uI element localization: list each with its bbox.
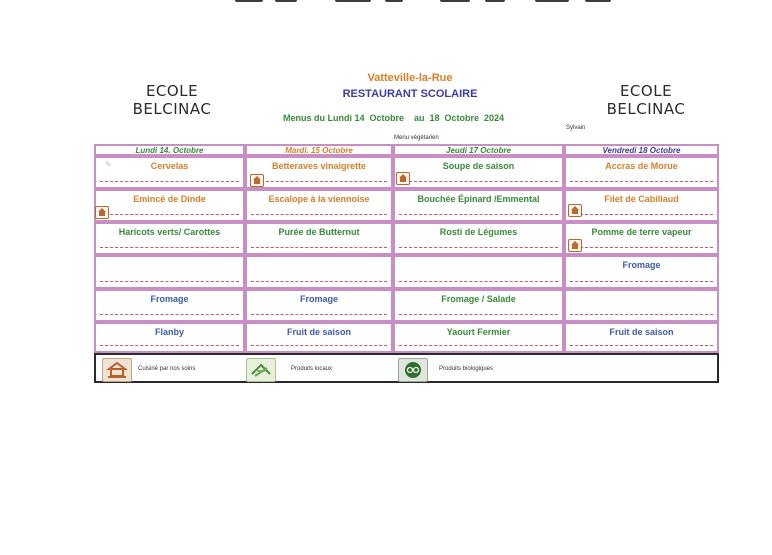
menu-cell: [564, 222, 719, 255]
menu-cell: [393, 255, 564, 289]
faded-stamp-icon: ✎: [105, 160, 112, 169]
legend-label: Cuisiné par nos soins: [138, 366, 196, 372]
dish-name: Fromage: [299, 294, 338, 304]
local-products-icon-graphic: [247, 359, 275, 381]
house-icon: [95, 206, 109, 219]
dish-name: Emincé de Dinde: [133, 194, 206, 204]
dish-name: Purée de Butternut: [278, 227, 360, 237]
dish-name: Betteraves vinaigrette: [271, 161, 367, 171]
menu-cell: [94, 189, 245, 222]
house-icon: [568, 239, 582, 252]
menu-cell: [393, 289, 564, 322]
dish-name: Bouchée Épinard /Emmental: [417, 194, 540, 204]
dish-name: Cervelas: [150, 161, 189, 171]
day-header: [393, 144, 564, 156]
dish-name: Fruit de saison: [609, 327, 674, 337]
organic-products-icon-graphic: [399, 359, 427, 381]
menu-cell: [564, 322, 719, 353]
day-label: Lundi 14. Octobre: [135, 146, 204, 155]
menu-cell: [564, 189, 719, 222]
menu-cell: [564, 255, 719, 289]
house-icon: [102, 358, 132, 382]
legend-label: Produits locaux: [291, 366, 333, 372]
dish-name: Rosti de Légumes: [439, 227, 518, 237]
dish-name: Soupe de saison: [442, 161, 515, 171]
day-header: [245, 144, 393, 156]
menu-cell: [94, 222, 245, 255]
dish-name: Escalope à la viennoise: [268, 194, 370, 204]
house-icon: [396, 172, 410, 185]
cropped-title-marks: [235, 0, 615, 4]
day-label: Mardi. 15 Octobre: [285, 146, 353, 155]
signature-note: Sylvain: [566, 125, 586, 131]
menu-cell: [94, 255, 245, 289]
school-name-right: [606, 82, 686, 118]
menu-cell: [393, 156, 564, 189]
school-name-left: [132, 82, 212, 118]
dish-name: Pomme de terre vapeur: [591, 227, 692, 237]
menu-cell: [393, 222, 564, 255]
organic-products-icon: [398, 358, 428, 382]
menu-cell: [94, 156, 245, 189]
menu-cell: [245, 289, 393, 322]
house-icon: [250, 174, 264, 187]
school-line: ECOLE: [619, 82, 673, 100]
menu-cell: [245, 322, 393, 353]
dish-name: Filet de Cabillaud: [604, 194, 679, 204]
menu-cell: [94, 322, 245, 353]
town-name: Vatteville-la-Rue: [367, 72, 453, 84]
dish-name: Fromage / Salade: [441, 294, 516, 304]
day-header: [94, 144, 245, 156]
dish-name: Fromage: [622, 260, 661, 270]
dish-name: Fruit de saison: [286, 327, 351, 337]
menu-cell: [564, 156, 719, 189]
vegetarian-note: Menu végétarien: [394, 135, 439, 141]
menu-dates: Menus du Lundi 14 Octobre au 18 Octobre 2024: [283, 113, 505, 123]
house-icon-graphic: [103, 359, 131, 381]
menu-cell: [245, 189, 393, 222]
dish-name: Accras de Morue: [605, 161, 678, 171]
restaurant-title: RESTAURANT SCOLAIRE: [342, 88, 478, 100]
legend-bar: [94, 353, 719, 383]
menu-cell: [245, 156, 393, 189]
day-header: [564, 144, 719, 156]
dish-name: Fromage: [150, 294, 189, 304]
house-icon: [568, 204, 582, 217]
menu-cell: [393, 189, 564, 222]
day-label: Vendredi 18 Octobre: [602, 146, 681, 155]
school-line: BELCINAC: [132, 100, 212, 118]
legend-label: Produits biologiques: [439, 366, 494, 372]
school-line: ECOLE: [145, 82, 199, 100]
menu-cell: [564, 289, 719, 322]
local-products-icon: [246, 358, 276, 382]
menu-cell: [245, 222, 393, 255]
menu-cell: [245, 255, 393, 289]
menu-cell: [94, 289, 245, 322]
dish-name: Flanby: [154, 327, 184, 337]
menu-cell: [393, 322, 564, 353]
dish-name: Haricots verts/ Carottes: [118, 227, 221, 237]
dish-name: Yaourt Fermier: [446, 327, 511, 337]
day-label: Jeudi 17 Octobre: [446, 146, 511, 155]
school-line: BELCINAC: [606, 100, 686, 118]
